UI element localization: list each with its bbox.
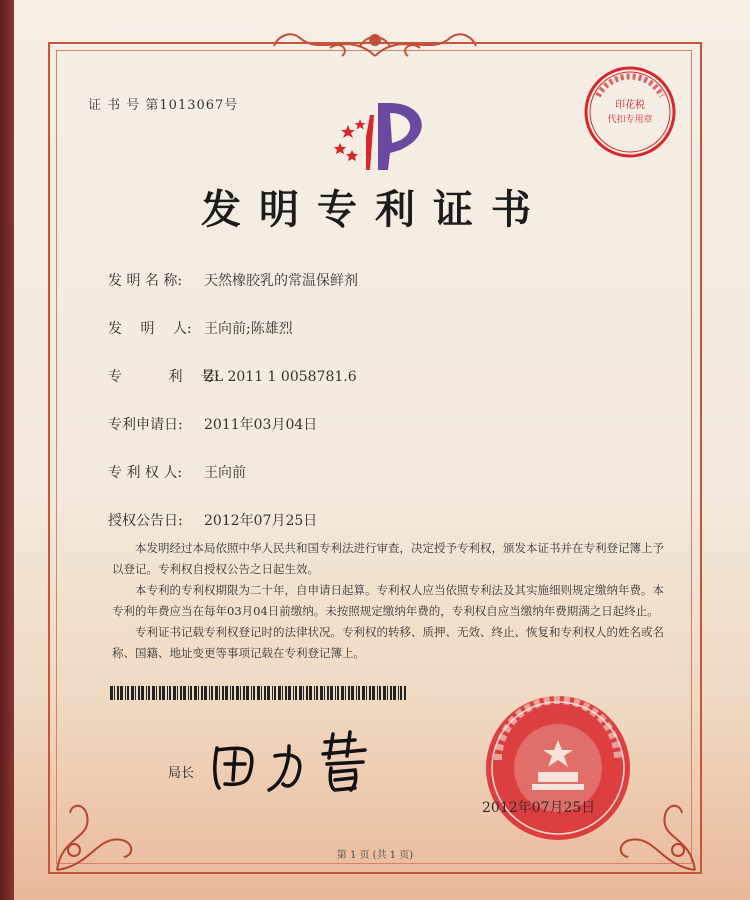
- field-value: ZL 2011 1 0058781.6: [204, 369, 357, 385]
- certificate-number: 证 书 号 第1013067号: [88, 98, 239, 113]
- field-announcement-date: [108, 510, 317, 530]
- certificate-title: 发明专利证书: [201, 186, 549, 233]
- field-label: 专 利 权 人:: [108, 465, 183, 481]
- body-paragraph: 本发明经过本局依照中华人民共和国专利法进行审查，决定授予专利权，颁发本证书并在专利登记簿上予以登记。专利权自授权公告之日起生效。: [112, 541, 664, 576]
- sipo-logo-icon: [330, 95, 445, 175]
- body-paragraph: 专利证书记载专利权登记时的法律状况。专利权的转移、质押、无效、终止、恢复和专利权人的姓名或名称、国籍、地址变更等事项记载在专利登记簿上。: [112, 625, 664, 660]
- field-value: 王向前: [204, 465, 246, 481]
- grant-date: 2012年07月25日: [482, 800, 596, 816]
- bottom-left-ornament-icon: [52, 795, 142, 875]
- field-value: 2012年07月25日: [204, 513, 318, 529]
- field-label: 发 明 名 称:: [108, 273, 183, 289]
- field-label: 授权公告日:: [108, 513, 183, 529]
- field-label: 发 明 人:: [108, 321, 192, 337]
- field-label: 专 利 号:: [108, 369, 220, 385]
- page-footer: 第 1 页 (共 1 页): [336, 850, 414, 861]
- field-value: 王向前;陈雄烈: [204, 321, 293, 337]
- field-label: 专利申请日:: [108, 417, 183, 433]
- barcode: [110, 686, 406, 700]
- svg-text:代扣专用章: 代扣专用章: [607, 115, 653, 125]
- binder-spine: [0, 0, 14, 900]
- field-value: 2011年03月04日: [204, 417, 318, 433]
- stamp-duty-seal: [580, 62, 680, 162]
- field-invention-name: [108, 270, 358, 290]
- certificate-body: [112, 538, 672, 664]
- director-signature: [205, 728, 395, 798]
- director-label: 局长: [168, 766, 195, 781]
- field-patentee: [108, 462, 246, 482]
- field-patent-number: [108, 366, 357, 386]
- field-value: 天然橡胶乳的常温保鲜剂: [204, 273, 358, 289]
- svg-text:印花税: 印花税: [615, 100, 645, 111]
- field-application-date: [108, 414, 317, 434]
- national-ip-office-seal: [458, 690, 658, 840]
- field-inventor: [108, 318, 293, 338]
- top-ornament-icon: [270, 26, 480, 66]
- body-paragraph: 本专利的专利权期限为二十年，自申请日起算。专利权人应当依照专利法及其实施细则规定缴纳年费。本专利的年费应当在每年03月04日前缴纳。未按照规定缴纳年费的，专利权自应当缴纳年费期满之日起终止。: [112, 583, 664, 618]
